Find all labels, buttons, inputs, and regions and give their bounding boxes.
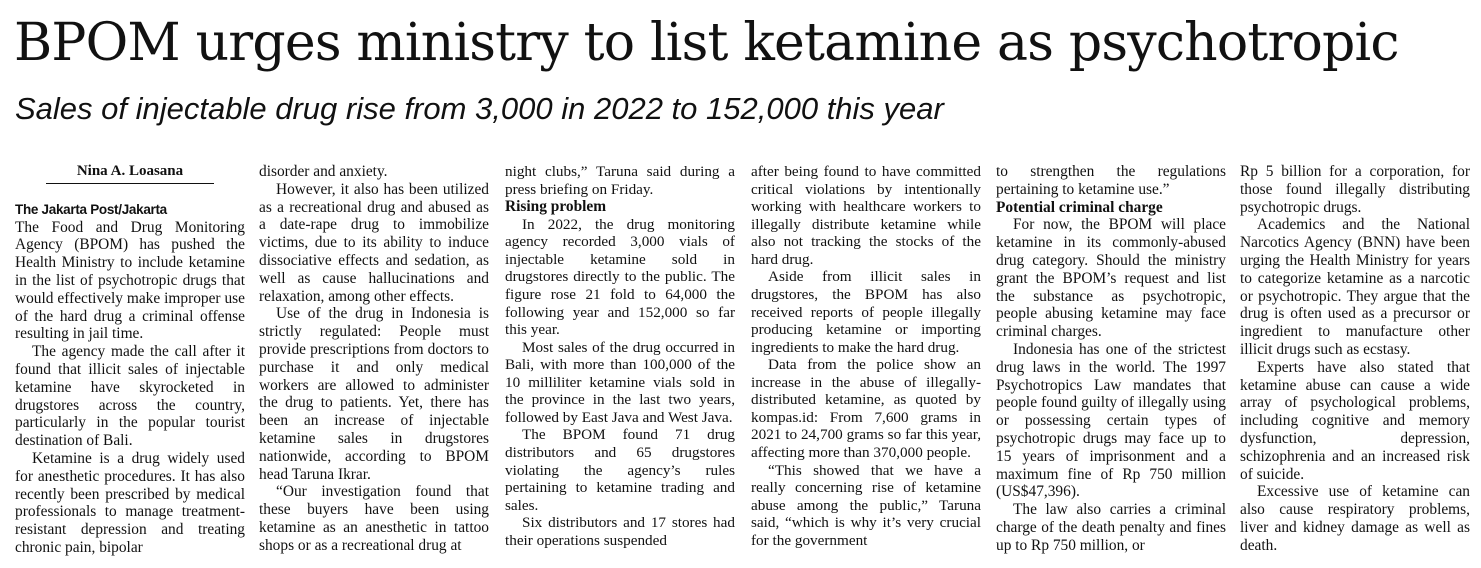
article-column-4	[751, 163, 981, 549]
paragraph: The BPOM found 71 drug distributors and 65 drugstores violating the agency’s rules pertaining to ketamine trading and sales.	[505, 426, 735, 514]
article-subheadline: Sales of injectable drug rise from 3,000 in 2022 to 152,000 this year	[15, 91, 944, 126]
paragraph: The agency made the call after it found that illicit sales of injectable ketamine have skyrocketed in drugstores across the country, particularly in the popular tourist destination of Bali.	[15, 343, 245, 450]
article-column-2	[259, 163, 489, 555]
paragraph: The Food and Drug Monitoring Agency (BPOM) has pushed the Health Ministry to include ketamine in the list of psychotropic drugs that would effectively make improper use of the hard drug a criminal offense resulting in jail time.	[15, 218, 245, 343]
paragraph: “Our investigation found that these buyers have been using ketamine as an anesthetic in tattoo shops or as a recreational drug at	[259, 483, 489, 554]
byline: Nina A. Loasana	[76, 163, 184, 179]
article-column-6	[1240, 163, 1470, 555]
paragraph: after being found to have committed critical violations by intentionally working with healthcare workers to illegally distribute ketamine while also not tracking the stocks of the hard drug.	[751, 163, 981, 268]
paragraph: Ketamine is a drug widely used for anesthetic procedures. It has also recently been prescribed by medical professionals to manage treatment-resistant depression and treating chronic pain, bipolar	[15, 449, 245, 556]
paragraph: For now, the BPOM will place ketamine in its commonly-abused drug category. Should the ministry grant the BPOM’s request and list the substance as psychotropic, people abusing ketamine may face criminal charges.	[996, 216, 1226, 341]
paragraph: Use of the drug in Indonesia is strictly regulated: People must provide prescriptions from doctors to purchase it and only medical workers are allowed to administer the drug to patients. Yet, there has been an increase of injectable ketamine sales in drugstores nationwide, according to BPOM head Taruna Ikrar.	[259, 305, 489, 483]
paragraph: night clubs,” Taruna said during a press briefing on Friday.	[505, 163, 735, 198]
article-column-1	[15, 163, 245, 557]
section-heading: Potential criminal charge	[996, 198, 1163, 216]
paragraph: Excessive use of ketamine can also cause respiratory problems, liver and kidney damage as well as death.	[1240, 483, 1470, 554]
paragraph: Six distributors and 17 stores had their operations suspended	[505, 514, 735, 549]
paragraph: Indonesia has one of the strictest drug laws in the world. The 1997 Psychotropics Law mandates that people found guilty of illegally using or possessing certain types of psychotropic drugs may face up to 15 years of imprisonment and a maximum fine of Rp 750 million (US$47,396).	[996, 340, 1226, 501]
paragraph: In 2022, the drug monitoring agency recorded 3,000 vials of injectable ketamine sold in drugstores directly to the public. The figure rose 21 fold to 64,000 the following year and 152,000 so far this year.	[505, 215, 735, 339]
section-heading: Rising problem	[505, 198, 607, 216]
paragraph: Experts have also stated that ketamine abuse can cause a wide array of psychological problems, including cognitive and memory dysfunction, depression, schizophrenia and an increased risk of suicide.	[1240, 358, 1470, 483]
paragraph: Data from the police show an increase in the abuse of illegally-distributed ketamine, as quoted by kompas.id: From 7,600 grams in 2021 to 24,700 grams so far this year, affecting more than 370,000 people.	[751, 356, 981, 461]
article-column-5	[996, 163, 1226, 555]
paragraph: disorder and anxiety.	[259, 163, 388, 180]
paragraph: The law also carries a criminal charge of the death penalty and fines up to Rp 750 million, or	[996, 501, 1226, 554]
paragraph: Academics and the National Narcotics Agency (BNN) have been urging the Health Ministry for years to categorize ketamine as a narcotic or psychotropic. They argue that the drug is often used as a precursor or ingredient to manufacture other illicit drugs such as ecstasy.	[1240, 216, 1470, 358]
article-headline: BPOM urges ministry to list ketamine as psychotropic	[14, 13, 1399, 73]
dateline: The Jakarta Post/Jakarta	[15, 201, 167, 217]
paragraph: Rp 5 billion for a corporation, for those found illegally distributing psychotropic drugs.	[1240, 163, 1470, 216]
paragraph: Most sales of the drug occurred in Bali, with more than 100,000 of the 10 milliliter ketamine vials sold in the province in the last two years, followed by East Java and West Java.	[505, 338, 735, 426]
paragraph: “This showed that we have a really concerning rise of ketamine abuse among the public,” Taruna said, “which is why it’s very crucial for the government	[751, 461, 981, 549]
paragraph: to strengthen the regulations pertaining to ketamine use.”	[996, 163, 1226, 198]
paragraph: Aside from illicit sales in drugstores, the BPOM has also received reports of people illegally producing ketamine or importing ingredients to make the hard drug.	[751, 268, 981, 356]
byline-rule	[46, 183, 214, 184]
article-column-3	[505, 163, 735, 549]
paragraph: However, it also has been utilized as a recreational drug and abused as a date-rape drug to immobilize victims, due to its ability to induce dissociative effects and sedation, as well as cause hallucinations and relaxation, among other effects.	[259, 180, 489, 305]
